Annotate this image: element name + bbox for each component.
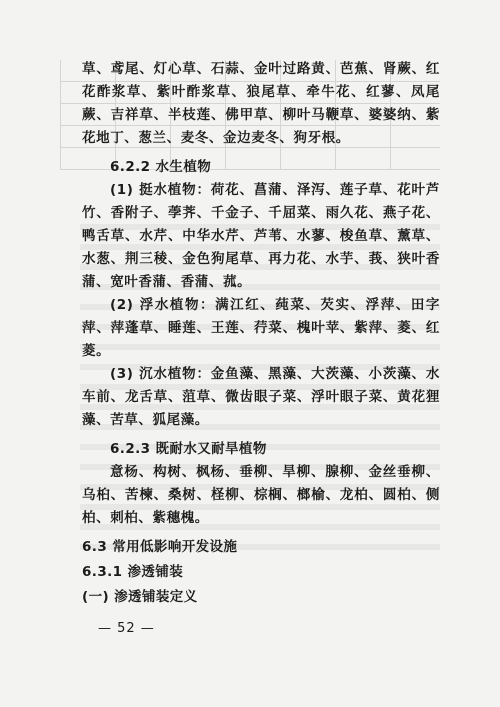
section-heading-6-2-3: 6.2.3 既耐水又耐旱植物	[110, 441, 267, 457]
page-number: — 52 —	[98, 621, 155, 636]
section-heading-6-2-2: 6.2.2 水生植物	[110, 159, 212, 175]
section-heading-6-3: 6.3 常用低影响开发设施	[82, 539, 238, 555]
floating-plants-paragraph: (2) 浮水植物：满江红、莼菜、芡实、浮萍、田字萍、萍蓬草、睡莲、王莲、荇菜、槐叶苹、紫萍、菱、红菱。	[82, 297, 440, 359]
emergent-plants-paragraph: (1) 挺水植物：荷花、菖蒲、泽泻、莲子草、花叶芦竹、香附子、荸荠、千金子、千屈菜、雨久花、燕子花、鸭舌草、水芹、中华水芹、芦苇、水蓼、梭鱼草、薰草、水葱、荆三稜、金色狗尾草、再力花、水芋、莪、狭叶香蒲、宽叶香蒲、香蒲、菰。	[82, 182, 440, 290]
section-heading-6-3-1: 6.3.1 渗透铺装	[82, 564, 184, 580]
flood-drought-plants-paragraph: 意杨、构树、枫杨、垂柳、旱柳、腺柳、金丝垂柳、乌桕、苦楝、桑树、柽柳、棕榈、榔榆、龙柏、圆柏、侧柏、刺柏、紫穗槐。	[82, 464, 440, 526]
page-content	[82, 58, 440, 609]
definition-heading: (一) 渗透铺装定义	[82, 589, 198, 605]
submerged-plants-paragraph: (3) 沉水植物：金鱼藻、黑藻、大茨藻、小茨藻、水车前、龙舌草、菹草、微齿眼子菜、浮叶眼子菜、黄花狸藻、苦草、狐尾藻。	[82, 366, 440, 428]
plant-list-paragraph: 草、鸢尾、灯心草、石蒜、金叶过路黄、芭蕉、肾蕨、红花酢浆草、紫叶酢浆草、狼尾草、牵牛花、红蓼、凤尾蕨、吉祥草、半枝莲、佛甲草、柳叶马鞭草、婆婆纳、紫花地丁、葱兰、麦冬、金边麦冬、狗牙根。	[82, 61, 440, 146]
